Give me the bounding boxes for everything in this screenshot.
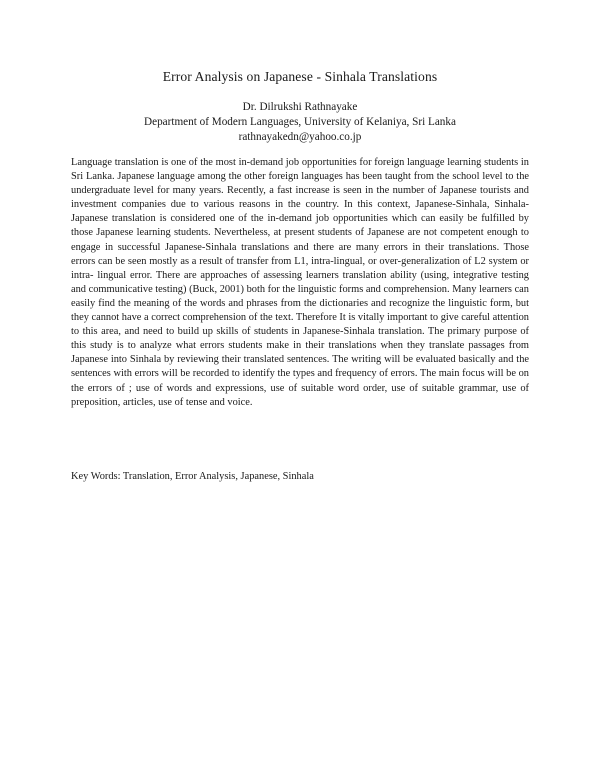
paper-title: Error Analysis on Japanese - Sinhala Translations — [162, 69, 438, 84]
author-name: Dr. Dilrukshi Rathnayake — [242, 101, 358, 113]
author-affiliation: Department of Modern Languages, University of Kelaniya, Sri Lanka — [144, 116, 456, 129]
abstract-paragraph: Language translation is one of the most in-demand job opportunities for foreign language learning students in Sri Lanka. Japanese language among the other foreign languages has been taught from the school level to the undergraduate level for many years. Recently, a fast increase is seen in the number of Japanese tourists and investment companies due to various reasons in the country. In this context, Japanese-Sinhala, Sinhala-Japanese translation is considered one of the in-demand job opportunities which can easily be fulfilled by those Japanese learning students. Nevertheless, at present students of Japanese are not competent enough to engage in successful Japanese-Sinhala translations and there are many errors in their translations. Those errors can be seen mostly as a result of transfer from L1, intra-lingual, or over-generalization of L2 system or intra- lingual error. There are approaches of assessing learners translation ability (using, integrative testing and communicative testing) (Buck, 2001) both for the linguistic forms and comprehension. Many learners can easily find the meaning of the words and phrases from the dictionaries and recognize the linguistic form, but they cannot have a correct comprehension of the text. Therefore It is vitally important to give careful attention to this area, and need to build up skills of students in Japanese-Sinhala translation. The primary purpose of this study is to analyze what errors students make in their translations when they translate passages from Japanese into Sinhala by reviewing their translated sentences. The writing will be evaluated basically and the sentences with errors will be recorded to identify the types and frequency of errors. The main focus will be on the errors of ; use of words and expressions, use of suitable word order, use of suitable grammar, use of preposition, articles, use of tense and voice. — [71, 157, 529, 408]
author-email: rathnayakedn@yahoo.co.jp — [238, 131, 362, 144]
keywords-line: Key Words: Translation, Error Analysis, Japanese, Sinhala — [71, 471, 314, 482]
author-block — [0, 100, 600, 146]
